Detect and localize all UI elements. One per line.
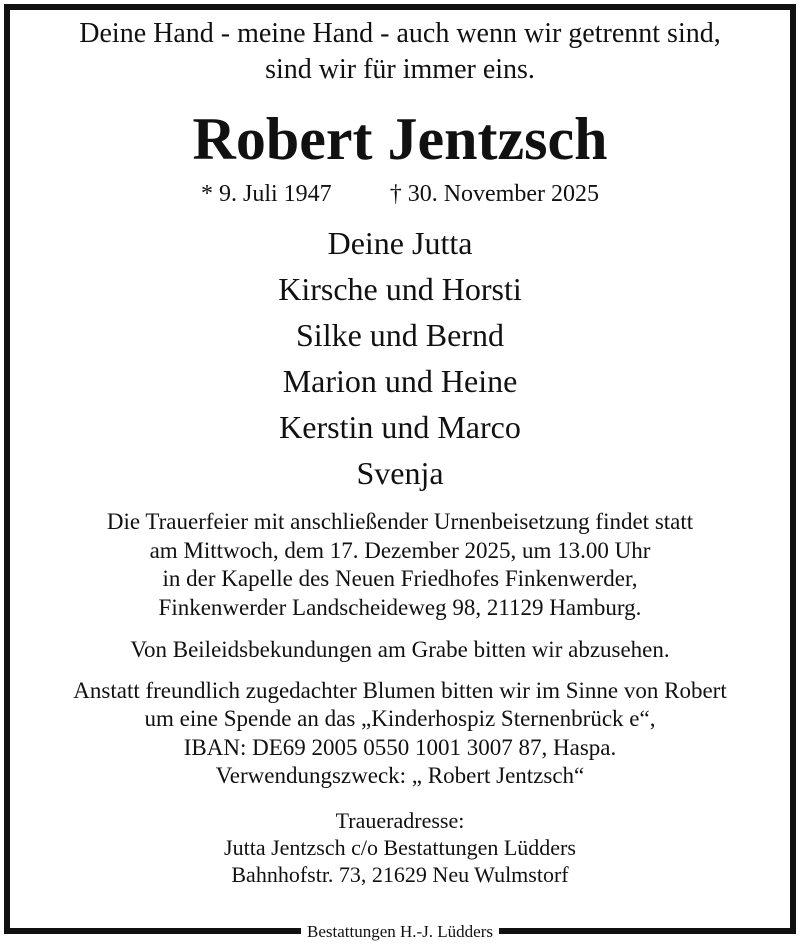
family-member: Kerstin und Marco	[279, 409, 521, 445]
motto-line: sind wir für immer eins.	[265, 54, 535, 85]
family-member: Svenja	[356, 455, 444, 491]
condolence-note	[10, 636, 790, 665]
mourning-address	[10, 807, 790, 888]
donation-line: um eine Spende an das „Kinderhospiz Sternenbrück e“,	[144, 706, 656, 731]
family-member: Kirsche und Horsti	[278, 271, 522, 307]
motto	[10, 16, 790, 88]
birth-date: * 9. Juli 1947	[201, 181, 332, 207]
ceremony-line: Finkenwerder Landscheideweg 98, 21129 Hamburg.	[158, 594, 642, 620]
ceremony-line: am Mittwoch, dem 17. Dezember 2025, um 13.00 Uhr	[149, 537, 651, 563]
ceremony-line: Die Trauerfeier mit anschließender Urnenbeisetzung findet statt	[106, 509, 694, 534]
family-member: Marion und Heine	[282, 363, 518, 399]
address-line: Bahnhofstr. 73, 21629 Neu Wulmstorf	[231, 861, 569, 887]
motto-line: Deine Hand - meine Hand - auch wenn wir getrennt sind,	[79, 18, 721, 49]
donation-request	[10, 677, 790, 791]
death-date: † 30. November 2025	[389, 181, 599, 207]
deceased-name: Robert Jentzsch	[192, 106, 608, 172]
footer	[0, 920, 800, 944]
obituary-notice	[10, 10, 790, 888]
address-line: Traueradresse:	[335, 807, 465, 833]
family-member: Deine Jutta	[327, 225, 473, 261]
condolence-line: Von Beileidsbekundungen am Grabe bitten wir abzusehen.	[130, 637, 670, 662]
family-list	[10, 220, 790, 496]
ceremony-details	[10, 508, 790, 622]
donation-line: Verwendungszweck: „ Robert Jentzsch“	[215, 763, 585, 788]
donation-line: Anstatt freundlich zugedachter Blumen bitten wir im Sinne von Robert	[73, 677, 727, 703]
address-line: Jutta Jentzsch c/o Bestattungen Lüdders	[224, 834, 576, 860]
life-dates	[10, 178, 790, 210]
funeral-home-credit: Bestattungen H.-J. Lüdders	[301, 920, 499, 944]
family-member: Silke und Bernd	[296, 317, 504, 353]
ceremony-line: in der Kapelle des Neuen Friedhofes Finkenwerder,	[162, 566, 638, 591]
donation-line: IBAN: DE69 2005 0550 1001 3007 87, Haspa.	[183, 734, 617, 760]
